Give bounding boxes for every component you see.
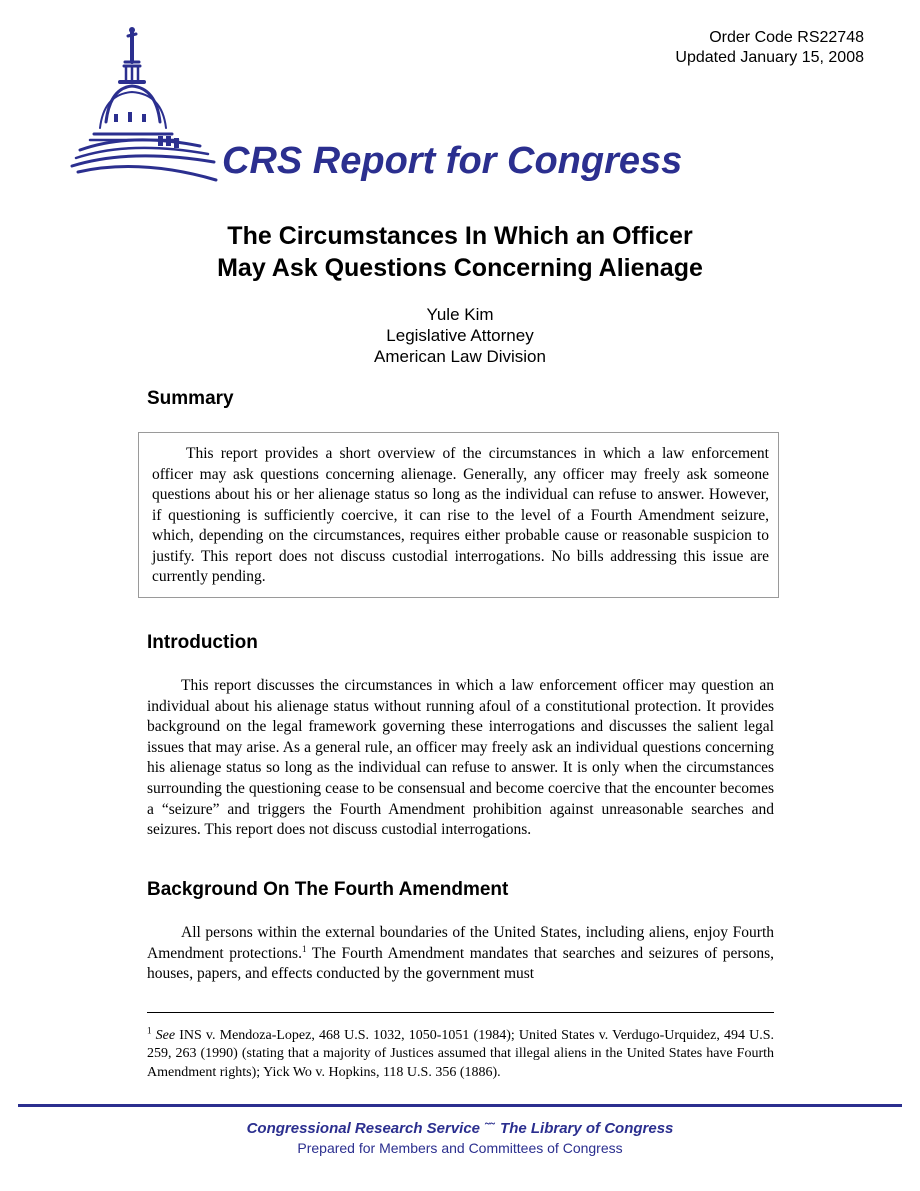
footnote-see: See — [155, 1028, 176, 1043]
author-role: Legislative Attorney — [386, 326, 534, 345]
capitol-dome-icon — [70, 22, 220, 187]
document-title-line1: The Circumstances In Which an Officer — [227, 222, 693, 250]
order-code: Order Code RS22748 — [709, 29, 864, 46]
document-title — [0, 220, 920, 284]
footer-line1 — [0, 1120, 920, 1137]
footnote — [147, 1027, 774, 1082]
document-title-line2: May Ask Questions Concerning Alienage — [217, 254, 703, 282]
footer-separator-icon: ˜˜ — [485, 1120, 496, 1137]
author-name: Yule Kim — [426, 305, 494, 324]
background-text-before: All persons within the external boundaries of the United States, including aliens, enjoy Fourth Amendment protections. — [147, 924, 774, 962]
introduction-paragraph: This report discusses the circumstances in which a law enforcement officer may question an individual about his alienage status without running afoul of a constitutional protection. It provides background on the legal framework governing these interrogations and discusses the salient legal issues that may arise. As a general rule, an officer may freely ask an individual questions concerning his alienage status so long as the individual can refuse to answer. It is only when the circumstances surrounding the questioning cease to be consensual and become coercive that the encounter becomes a “seizure” and triggers the Fourth Amendment prohibition against unreasonable searches and seizures. This report does not discuss custodial interrogations. — [147, 677, 774, 839]
footer-loc: The Library of Congress — [500, 1120, 674, 1137]
updated-date: Updated January 15, 2008 — [675, 49, 864, 66]
author-block — [0, 304, 920, 367]
author-division: American Law Division — [374, 347, 546, 366]
background-heading: Background On The Fourth Amendment — [147, 879, 509, 900]
footnote-text: INS v. Mendoza-Lopez, 468 U.S. 1032, 1050-1051 (1984); United States v. Verdugo-Urquidez, 494 U.S. 259, 263 (1990) (stating that a majority of Justices assumed that illegal aliens in the United States have Fourth Amendment rights); Yick Wo v. Hopkins, 118 U.S. 356 (1886). — [147, 1028, 775, 1080]
report-title: CRS Report for Congress — [222, 140, 683, 182]
background-paragraph — [147, 923, 774, 985]
order-code-block — [675, 28, 864, 68]
introduction-heading: Introduction — [147, 632, 258, 653]
summary-heading: Summary — [147, 388, 234, 409]
background-text-after: The Fourth Amendment mandates that searches and seizures of persons, houses, papers, and effects conducted by the government must — [147, 944, 774, 983]
footnote-reference[interactable]: 1 — [301, 943, 307, 954]
footnote-divider — [147, 1012, 774, 1013]
footer-crs: Congressional Research Service — [246, 1120, 481, 1137]
footer-divider — [18, 1104, 902, 1107]
footnote-number: 1 — [147, 1025, 152, 1036]
footer-prepared: Prepared for Members and Committees of Congress — [297, 1140, 623, 1156]
summary-text: This report provides a short overview of the circumstances in which a law enforcement officer may ask questions concerning alienage. Generally, any officer may freely ask someone questions about his or her alienage status so long as the individual can refuse to answer. However, if questioning is sufficiently coercive, it can rise to the level of a Fourth Amendment seizure, which, depending on the circumstances, requires either probable cause or reasonable suspicion to justify. This report does not discuss custodial interrogations. No bills addressing this issue are currently pending. — [152, 445, 769, 585]
